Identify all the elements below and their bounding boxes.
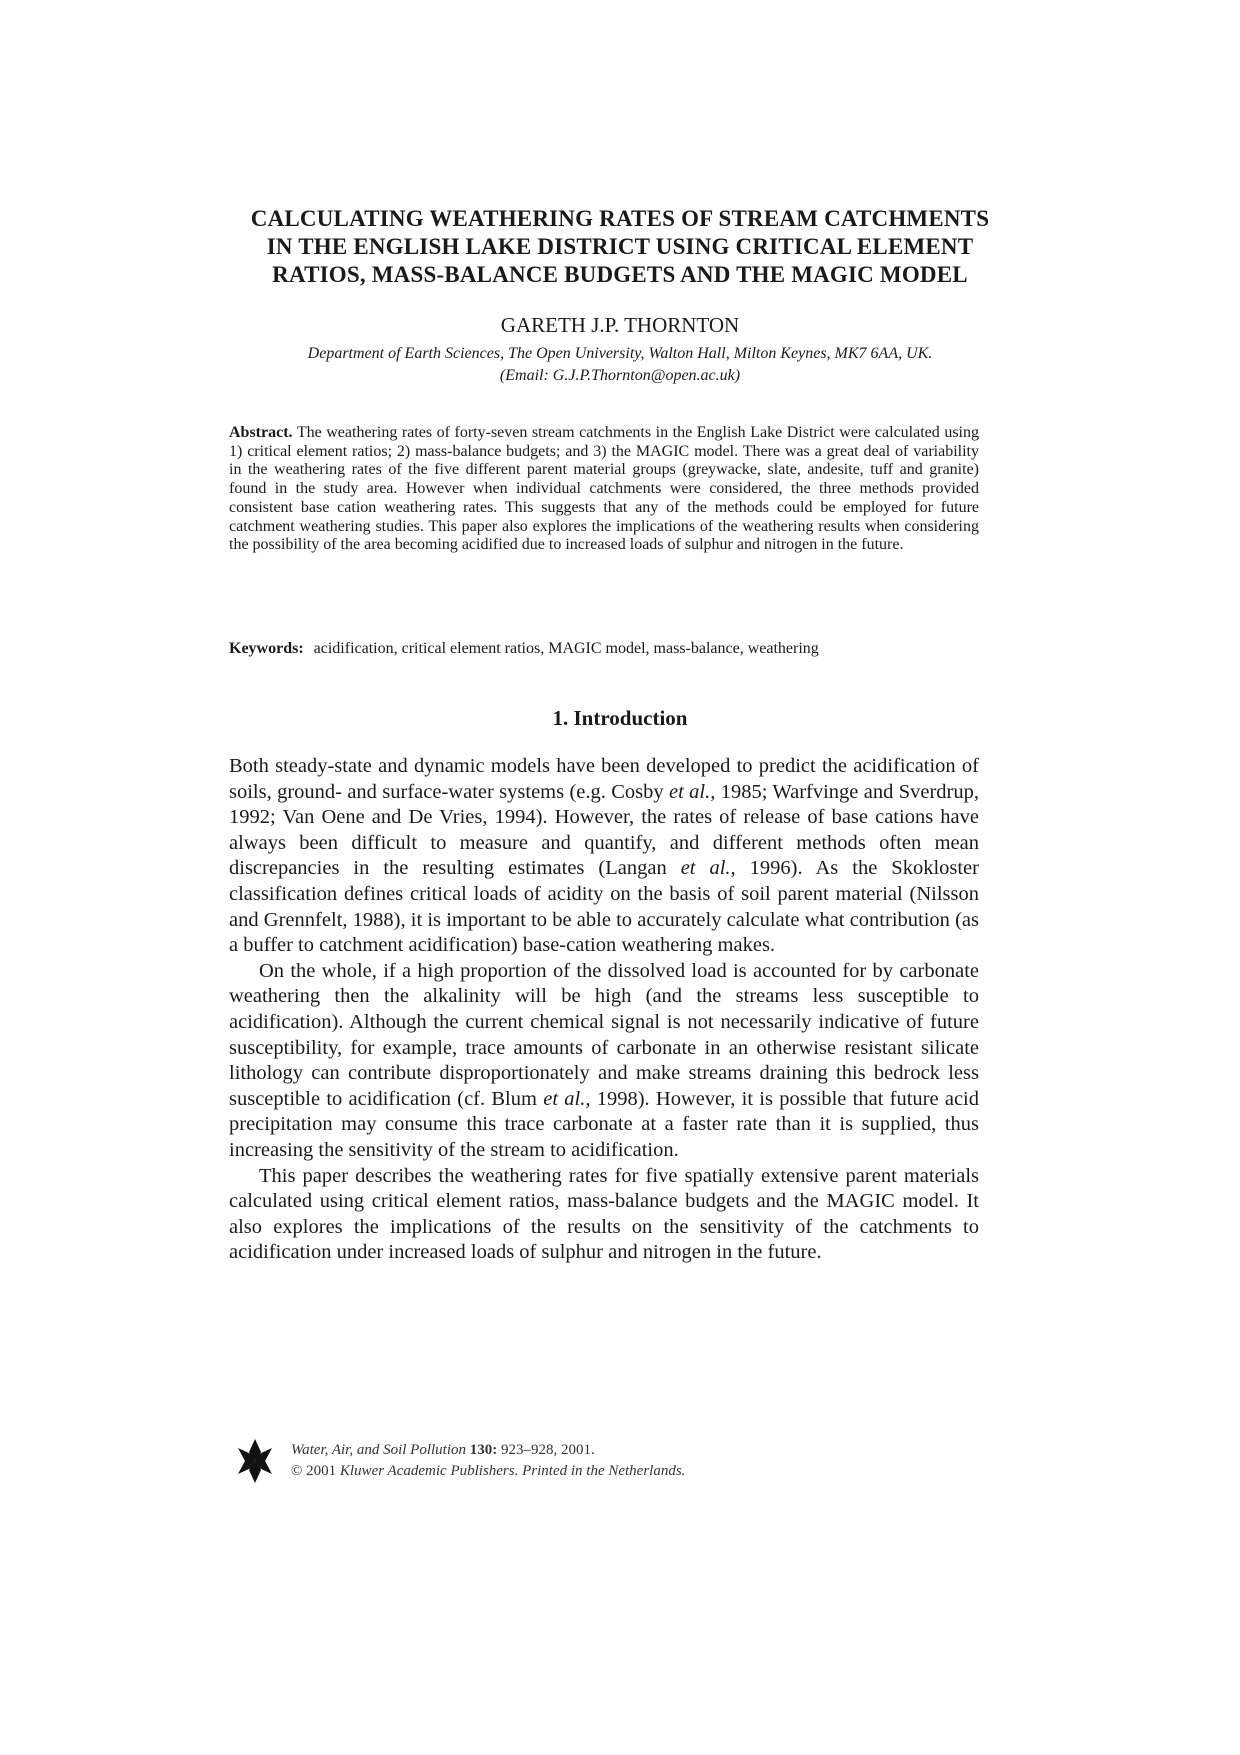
journal-pages: 923–928, 2001. — [497, 1442, 595, 1458]
affiliation: Department of Earth Sciences, The Open University, Walton Hall, Milton Keynes, MK7 6AA, UK. — [307, 345, 933, 362]
p1-etal-2: et al., — [680, 857, 736, 880]
journal-name: Water, Air, and Soil Pollution — [291, 1442, 467, 1458]
keywords-label: Keywords: — [229, 640, 304, 657]
journal-volume: 130: — [469, 1442, 498, 1458]
abstract-label: Abstract. — [229, 424, 293, 441]
keywords-text: acidification, critical element ratios, MAGIC model, mass-balance, weathering — [313, 640, 819, 657]
author-email: (Email: G.J.P.Thornton@open.ac.uk) — [499, 367, 741, 384]
title-line-2: IN THE ENGLISH LAKE DISTRICT USING CRITICAL ELEMENT — [266, 234, 974, 259]
paragraph-2 — [229, 959, 979, 1164]
introduction-body — [229, 754, 979, 1266]
p1-text-a: Both steady-state and dynamic models have been developed to predict the acidification of soils, ground- and surface-water systems (e.g. Cosby — [229, 755, 979, 803]
section-heading: 1. Introduction — [552, 706, 688, 730]
citation-line-1 — [291, 1440, 685, 1461]
p2-etal: et al., — [543, 1087, 591, 1110]
title-line-1: CALCULATING WEATHERING RATES OF STREAM CATCHMENTS — [250, 206, 990, 231]
paragraph-1 — [229, 754, 979, 959]
citation — [291, 1440, 685, 1482]
journal-footer — [237, 1438, 937, 1494]
abstract-text: The weathering rates of forty-seven stream catchments in the English Lake District were calculated using 1) critical element ratios; 2) mass-balance budgets; and 3) the MAGIC model. There was a great deal of variability in the weathering rates of the five different parent material groups (greywacke, slate, andesite, tuff and granite) found in the study area. However when individual catchments were considered, the three methods provided consistent base cation weathering rates. This suggests that any of the methods could be employed for future catchment weathering studies. This paper also explores the implications of the weathering results when considering the possibility of the area becoming acidified due to increased loads of sulphur and nitrogen in the future. — [229, 424, 979, 554]
copyright: © 2001 — [291, 1463, 337, 1479]
citation-line-2 — [291, 1461, 685, 1482]
affiliation-block — [200, 343, 1040, 387]
p2-text-a: On the whole, if a high proportion of the dissolved load is accounted for by carbonate weathering then the alkalinity will be high (and the streams less susceptible to acidification). Although the current chemical signal is not necessarily indicative of future susceptibility, for example, trace amounts of carbonate in an otherwise resistant silicate lithology can contribute disproportionately and make streams draining this bedrock less susceptible to acidification (cf. Blum — [229, 959, 979, 1110]
p1-text-b: 1985; Warfvinge and Sverdrup, 1992; Van Oene and De Vries, 1994). However, the rates of release of base cations have always been difficult to measure and quantify, and different methods often mean discrepancies in the resulting estimates (Langan — [229, 780, 979, 880]
keywords — [229, 640, 979, 658]
p1-text-c: 1996). As the Skokloster classification defines critical loads of acidity on the basis of soil parent material (Nilsson and Grennfelt, 1988), it is important to be able to accurately calculate what contribution (as a buffer to catchment acidification) base-cation weathering makes. — [229, 857, 979, 957]
author-name: GARETH J.P. THORNTON — [500, 313, 740, 337]
p1-etal-1: et al., — [669, 780, 716, 803]
paragraph-3: This paper describes the weathering rates for five spatially extensive parent materials calculated using critical element ratios, mass-balance budgets and the MAGIC model. It also explores the implications of the results on the sensitivity of the catchments to acidification under increased loads of sulphur and nitrogen in the future. — [229, 1164, 979, 1264]
p2-text-b: 1998). However, it is possible that future acid precipitation may consume this trace carbonate at a faster rate than it is supplied, thus increasing the sensitivity of the stream to acidification. — [229, 1087, 979, 1161]
publisher: Kluwer Academic Publishers. Printed in the Netherlands. — [336, 1463, 686, 1479]
title-line-3: RATIOS, MASS-BALANCE BUDGETS AND THE MAGIC MODEL — [272, 262, 968, 287]
abstract — [229, 424, 979, 555]
paper-title — [200, 205, 1040, 289]
publisher-logo-icon — [237, 1438, 273, 1484]
